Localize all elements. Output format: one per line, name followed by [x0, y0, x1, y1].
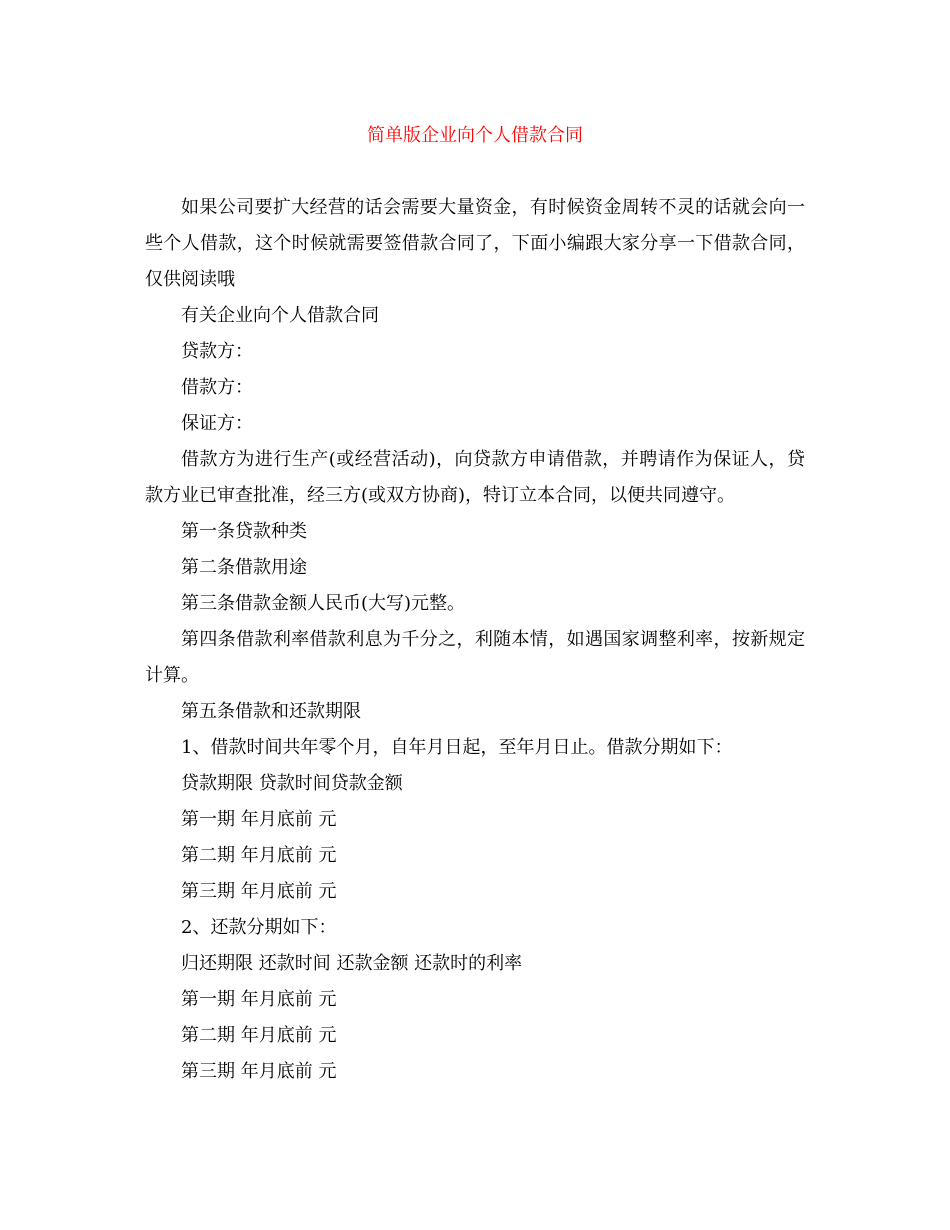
- paragraph-repayment-installment-2: 第二期 年月底前 元: [181, 1025, 337, 1046]
- document-body: [145, 190, 805, 1090]
- paragraph-loan-installment-3: 第三期 年月底前 元: [181, 881, 337, 902]
- paragraph-preamble: 借款方为进行生产(或经营活动)，向贷款方申请借款，并聘请作为保证人，贷款方业已审查批准，经三方(或双方协商)，特订立本合同，以便共同遵守。: [145, 449, 805, 506]
- paragraph-loan-installment-2: 第二期 年月底前 元: [181, 845, 337, 866]
- paragraph-repayment-table-header: 归还期限 还款时间 还款金额 还款时的利率: [181, 953, 523, 974]
- paragraph-article-2: 第二条借款用途: [181, 557, 307, 578]
- paragraph-loan-table-header: 贷款期限 贷款时间贷款金额: [181, 773, 403, 794]
- paragraph-article-4: 第四条借款利率借款利息为千分之，利随本情，如遇国家调整利率，按新规定计算。: [145, 629, 805, 686]
- paragraph-contract-heading: 有关企业向个人借款合同: [181, 305, 379, 326]
- paragraph-repayment-installment-1: 第一期 年月底前 元: [181, 989, 337, 1010]
- paragraph-article-1: 第一条贷款种类: [181, 521, 307, 542]
- paragraph-intro: 如果公司要扩大经营的话会需要大量资金，有时候资金周转不灵的话就会向一些个人借款，这个时候就需要签借款合同了，下面小编跟大家分享一下借款合同，仅供阅读哦: [145, 197, 805, 290]
- paragraph-article-5: 第五条借款和还款期限: [181, 701, 361, 722]
- paragraph-loan-installment-1: 第一期 年月底前 元: [181, 809, 337, 830]
- paragraph-loan-period: 1、借款时间共年零个月，自年月日起，至年月日止。借款分期如下：: [181, 737, 733, 758]
- paragraph-lender: 贷款方：: [181, 341, 253, 362]
- paragraph-borrower: 借款方：: [181, 377, 253, 398]
- paragraph-guarantor: 保证方：: [181, 413, 253, 434]
- paragraph-article-3: 第三条借款金额人民币(大写)元整。: [181, 593, 466, 614]
- paragraph-repayment-installment-3: 第三期 年月底前 元: [181, 1061, 337, 1082]
- paragraph-repayment-heading: 2、还款分期如下：: [181, 917, 337, 938]
- document-title: 简单版企业向个人借款合同: [367, 125, 583, 146]
